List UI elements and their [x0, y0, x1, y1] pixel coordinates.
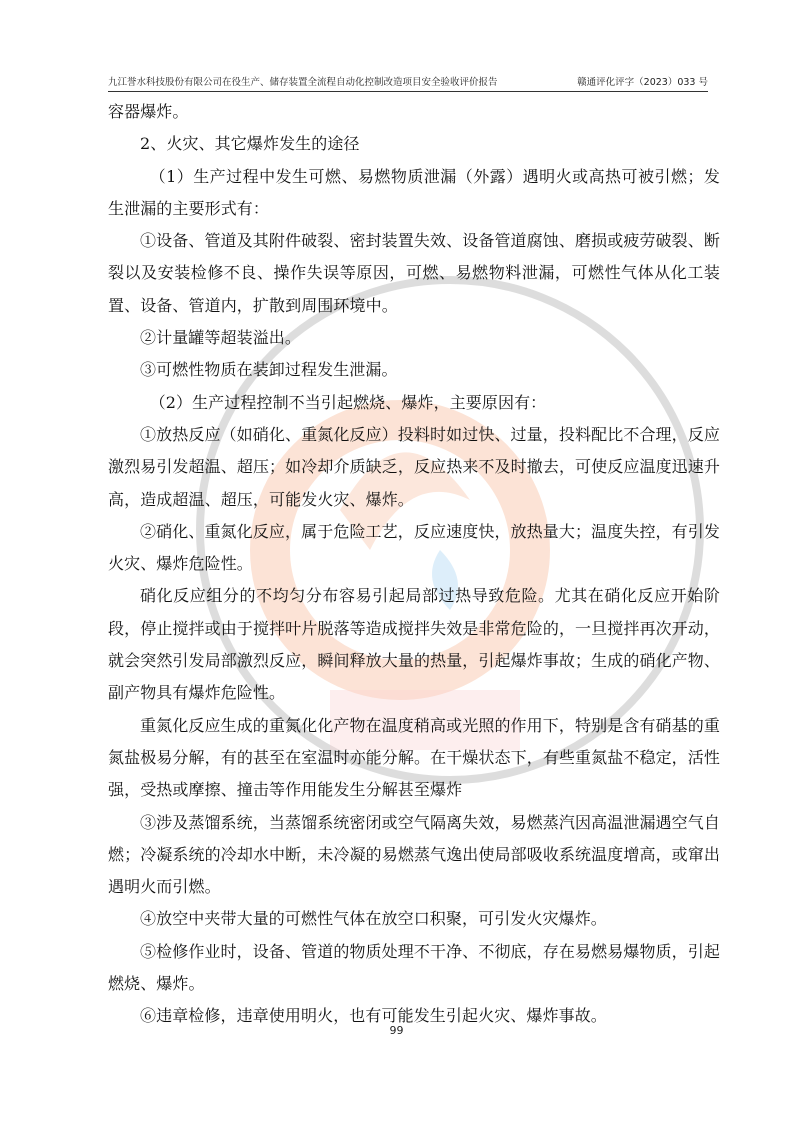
paragraph: 硝化反应组分的不均匀分布容易引起局部过热导致危险。尤其在硝化反应开始阶段，停止搅拌或由于搅拌叶片脱落等造成搅拌失效是非常危险的，一旦搅拌再次开动，就会突然引发局部激烈反应，瞬间释放大量的热量，引起爆炸事故；生成的硝化产物、副产物具有爆炸危险性。	[108, 586, 720, 703]
paragraph: ②计量罐等超装溢出。	[140, 328, 302, 348]
paragraph: ③可燃性物质在装卸过程发生泄漏。	[140, 360, 398, 380]
paragraph: （2）生产过程控制不当引起燃烧、爆炸，主要原因有：	[149, 392, 547, 412]
paragraph: ⑥违章检修，违章使用明火，也有可能发生引起火灾、爆炸事故。	[140, 1006, 607, 1026]
document-body	[108, 96, 720, 1033]
paragraph: ②硝化、重氮化反应，属于危险工艺，反应速度快，放热量大；温度失控，有引发火灾、爆炸危险性。	[108, 521, 720, 574]
paragraph: （1）生产过程中发生可燃、易燃物质泄漏（外露）遇明火或高热可被引燃；发生泄漏的主要形式有：	[108, 166, 720, 218]
paragraph: ③涉及蒸馏系统，当蒸馏系统密闭或空气隔离失效，易燃蒸汽因高温泄漏遇空气自燃；冷凝系统的冷却水中断，未冷凝的易燃蒸气逸出使局部吸收系统温度增高，或窜出遇明火而引燃。	[108, 812, 720, 897]
page-header	[108, 70, 708, 92]
header-report-number: 赣通评化评字（2023）033 号	[577, 77, 708, 88]
paragraph: ①设备、管道及其附件破裂、密封装置失效、设备管道腐蚀、磨损或疲劳破裂、断裂以及安装检修不良、操作失误等原因，可燃、易燃物料泄漏，可燃性气体从化工装置、设备、管道内，扩散到周围环境中。	[108, 231, 720, 315]
paragraph: ①放热反应（如硝化、重氮化反应）投料时如过快、过量，投料配比不合理，反应激烈易引发超温、超压；如冷却介质缺乏，反应热来不及时撤去，可使反应温度迅速升高，造成超温、超压，可能发火灾、爆炸。	[108, 424, 720, 509]
section-heading: 2、火灾、其它爆炸发生的途径	[140, 134, 360, 154]
paragraph: 容器爆炸。	[108, 102, 189, 121]
page-number: 99	[389, 1024, 404, 1037]
paragraph: ④放空中夹带大量的可燃性气体在放空口积聚，可引发火灾爆炸。	[140, 909, 607, 929]
header-report-title: 九江誉水科技股份有限公司在役生产、储存装置全流程自动化控制改造项目安全验收评价报告	[108, 77, 498, 88]
paragraph: ⑤检修作业时，设备、管道的物质处理不干净、不彻底，存在易燃易爆物质，引起燃烧、爆炸。	[108, 941, 720, 994]
paragraph: 重氮化反应生成的重氮化化产物在温度稍高或光照的作用下，特别是含有硝基的重氮盐极易分解，有的甚至在室温时亦能分解。在干燥状态下，有些重氮盐不稳定，活性强，受热或摩擦、撞击等作用能发生分解甚至爆炸	[108, 715, 720, 800]
